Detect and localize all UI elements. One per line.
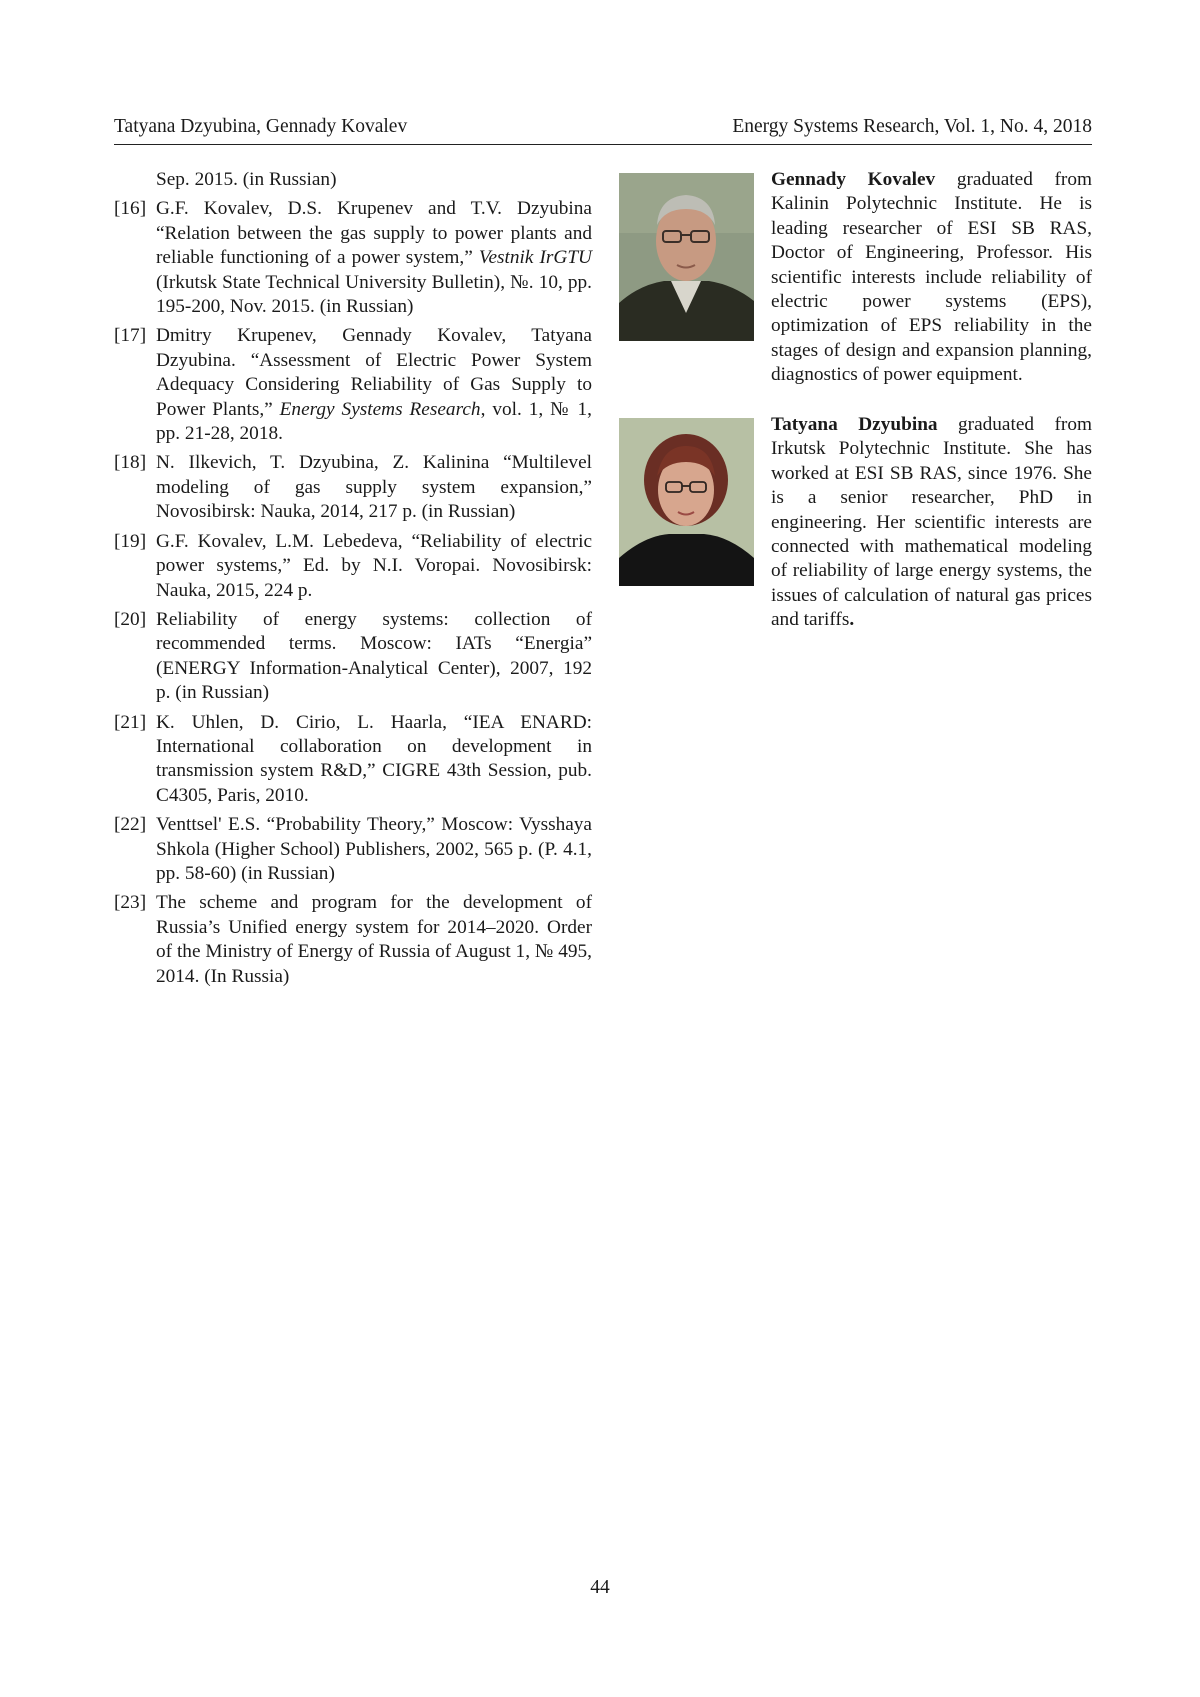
reference-text: Venttsel' E.S. “Probability Theory,” Moscow: Vysshaya Shkola (Higher School) Publishers, 2002, 565 p. (P. 4.1, pp. 58-60) (in Russian) [156, 814, 592, 884]
references-list [114, 168, 592, 994]
reference-number: [22] [114, 814, 147, 836]
author-name: Gennady Kovalev [771, 169, 936, 190]
reference-21 [114, 711, 592, 809]
kovalev-portrait-photo [619, 173, 754, 341]
reference-text: Reliability of energy systems: collection of recommended terms. Moscow: IATs “Energia” (ENERGY Information-Analytical Center), 2007, 192 p. (in Russian) [156, 608, 592, 704]
reference-text: The scheme and program for the development of Russia’s Unified energy system for 2014–2020. Order of the Ministry of Energy of Russia of August 1, № 495, 2014. (In Russia) [156, 892, 592, 987]
author-name: Tatyana Dzyubina [771, 414, 938, 435]
dzyubina-portrait-photo [619, 418, 754, 586]
reference-text: N. Ilkevich, T. Dzyubina, Z. Kalinina “Multilevel modeling of gas supply system expansion,” Novosibirsk: Nauka, 2014, 217 p. (in Russian) [156, 452, 592, 523]
kovalev-bio [771, 168, 1092, 388]
reference-number: [20] [114, 608, 147, 630]
bio-end-period: . [849, 609, 855, 631]
reference-number: [17] [114, 325, 147, 347]
reference-20 [114, 608, 592, 706]
header-journal: Energy Systems Research, Vol. 1, No. 4, 2018 [732, 116, 1092, 137]
reference-text: K. Uhlen, D. Cirio, L. Haarla, “IEA ENARD: International collaboration on development in transmission system R&D,” CIGRE 43th Session, pub. C4305, Paris, 2010. [156, 711, 592, 806]
page-number: 44 [590, 1577, 610, 1598]
reference-text: (Irkutsk State Technical University Bulletin), №. 10, pp. 195-200, Nov. 2015. (in Russian) [156, 271, 592, 318]
dzyubina-bio [771, 413, 1092, 633]
running-header [114, 116, 1092, 145]
bio-text: graduated from Kalinin Polytechnic Institute. He is leading researcher of ESI SB RAS, Doctor of Engineering, Professor. His scientific interests include reliability of electric power systems (EPS), optimization of EPS reliability in the stages of design and expansion planning, diagnostics of power equipment. [771, 169, 1092, 386]
reference-number: [19] [114, 530, 147, 552]
reference-18 [114, 451, 592, 524]
reference-23 [114, 891, 592, 989]
reference-number: [21] [114, 711, 147, 733]
reference-19 [114, 530, 592, 603]
reference-number: [18] [114, 452, 147, 474]
bio-text: graduated from Irkutsk Polytechnic Institute. She has worked at ESI SB RAS, since 1976. She is a senior researcher, PhD in engineering. Her scientific interests are connected with mathematical modeling of reliability of large energy systems, the issues of calculation of natural gas prices and tariffs [771, 414, 1092, 631]
reference-journal: Energy Systems Research [279, 398, 481, 420]
reference-16 [114, 197, 592, 319]
reference-journal: Vestnik IrGTU [478, 247, 592, 269]
reference-text: Dmitry Krupenev, Gennady Kovalev, Tatyana Dzyubina. “Assessment of Electric Power System Adequacy Considering Reliability of Gas Supply to Power Plants,” [156, 325, 592, 420]
header-authors: Tatyana Dzyubina, Gennady Kovalev [114, 116, 408, 137]
reference-text: G.F. Kovalev, D.S. Krupenev and T.V. Dzyubina “Relation between the gas supply to power plants and reliable functioning of a power system,” [156, 198, 592, 269]
reference-number: [23] [114, 892, 147, 914]
reference-text: , vol. 1, № 1, pp. 21-28, 2018. [156, 398, 592, 445]
reference-17 [114, 324, 592, 446]
reference-22 [114, 813, 592, 886]
reference-number: [16] [114, 198, 147, 220]
reference-15-continuation: Sep. 2015. (in Russian) [156, 169, 337, 190]
reference-text: G.F. Kovalev, L.M. Lebedeva, “Reliability of electric power systems,” Ed. by N.I. Voropai. Novosibirsk: Nauka, 2015, 224 p. [156, 530, 592, 601]
